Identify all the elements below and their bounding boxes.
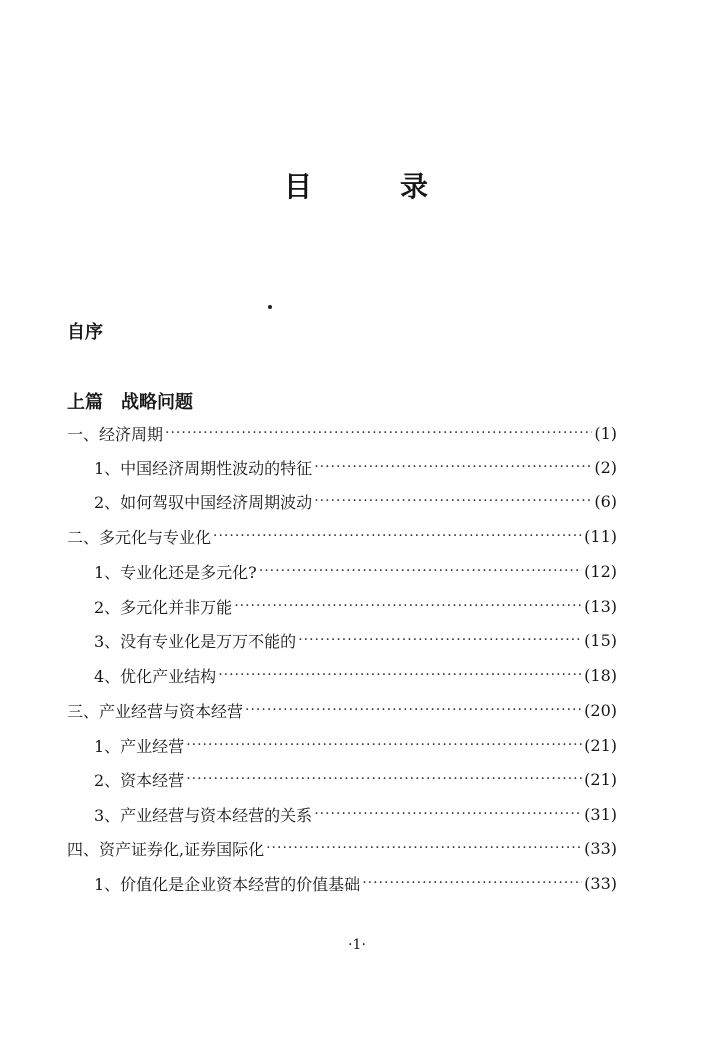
- entry-page: (13): [584, 596, 617, 616]
- toc-entry: [94, 452, 617, 482]
- entry-label: 2、资本经营: [94, 770, 185, 790]
- entry-label: 3、没有专业化是万万不能的: [94, 631, 297, 651]
- dot-leader: [165, 425, 592, 441]
- toc-entry: [67, 833, 617, 863]
- dot-leader: [186, 771, 582, 787]
- entry-page: (33): [584, 873, 617, 893]
- toc-entry: [94, 486, 617, 516]
- toc-entry: [67, 418, 617, 448]
- ink-speck: [268, 305, 272, 309]
- dot-leader: [259, 563, 582, 579]
- entry-page: (18): [584, 665, 617, 685]
- entry-label: 一、经济周期: [67, 424, 164, 444]
- entry-page: (21): [584, 769, 617, 789]
- toc-entry: [67, 521, 617, 551]
- entry-page: (31): [584, 804, 617, 824]
- entry-page: (12): [584, 561, 617, 581]
- entry-label: 1、价值化是企业资本经营的价值基础: [94, 874, 361, 894]
- dot-leader: [298, 632, 582, 648]
- entry-page: (2): [594, 457, 617, 477]
- entry-page: (15): [584, 630, 617, 650]
- dot-leader: [314, 459, 592, 475]
- dot-leader: [314, 493, 592, 509]
- dot-leader: [245, 702, 582, 718]
- dot-leader: [266, 840, 582, 856]
- entry-label: 二、多元化与专业化: [67, 527, 212, 547]
- entry-page: (21): [584, 735, 617, 755]
- page-number: ·1·: [348, 937, 366, 953]
- entry-page: (20): [584, 700, 617, 720]
- entry-page: (33): [584, 838, 617, 858]
- toc-entry: [94, 591, 617, 621]
- entry-label: 3、产业经营与资本经营的关系: [94, 805, 313, 825]
- entry-page: (11): [584, 526, 617, 546]
- entry-label: 1、中国经济周期性波动的特征: [94, 458, 313, 478]
- entry-label: 三、产业经营与资本经营: [67, 701, 244, 721]
- dot-leader: [234, 598, 582, 614]
- entry-label: 2、如何驾驭中国经济周期波动: [94, 492, 313, 512]
- toc-entry: [94, 730, 617, 760]
- toc-entry: [94, 660, 617, 690]
- toc-entry: [67, 695, 617, 725]
- dot-leader: [362, 875, 582, 891]
- entry-label: 1、产业经营: [94, 736, 185, 756]
- toc-entry: [94, 799, 617, 829]
- entry-label: 2、多元化并非万能: [94, 597, 233, 617]
- preface-heading: 自序: [67, 322, 103, 343]
- dot-leader: [213, 528, 582, 544]
- toc-entry: [94, 868, 617, 898]
- dot-leader: [314, 806, 582, 822]
- toc-entry: [94, 764, 617, 794]
- entry-page: (1): [594, 423, 617, 443]
- dot-leader: [218, 667, 582, 683]
- entry-page: (6): [594, 491, 617, 511]
- page-title: 目 录: [283, 170, 458, 203]
- part-heading: 上篇 战略问题: [67, 392, 193, 413]
- entry-label: 四、资产证券化,证券国际化: [67, 839, 265, 859]
- dot-leader: [186, 737, 582, 753]
- toc-entry: [94, 625, 617, 655]
- toc-entry: [94, 556, 617, 586]
- entry-label: 1、专业化还是多元化?: [94, 562, 257, 582]
- entry-label: 4、优化产业结构: [94, 666, 217, 686]
